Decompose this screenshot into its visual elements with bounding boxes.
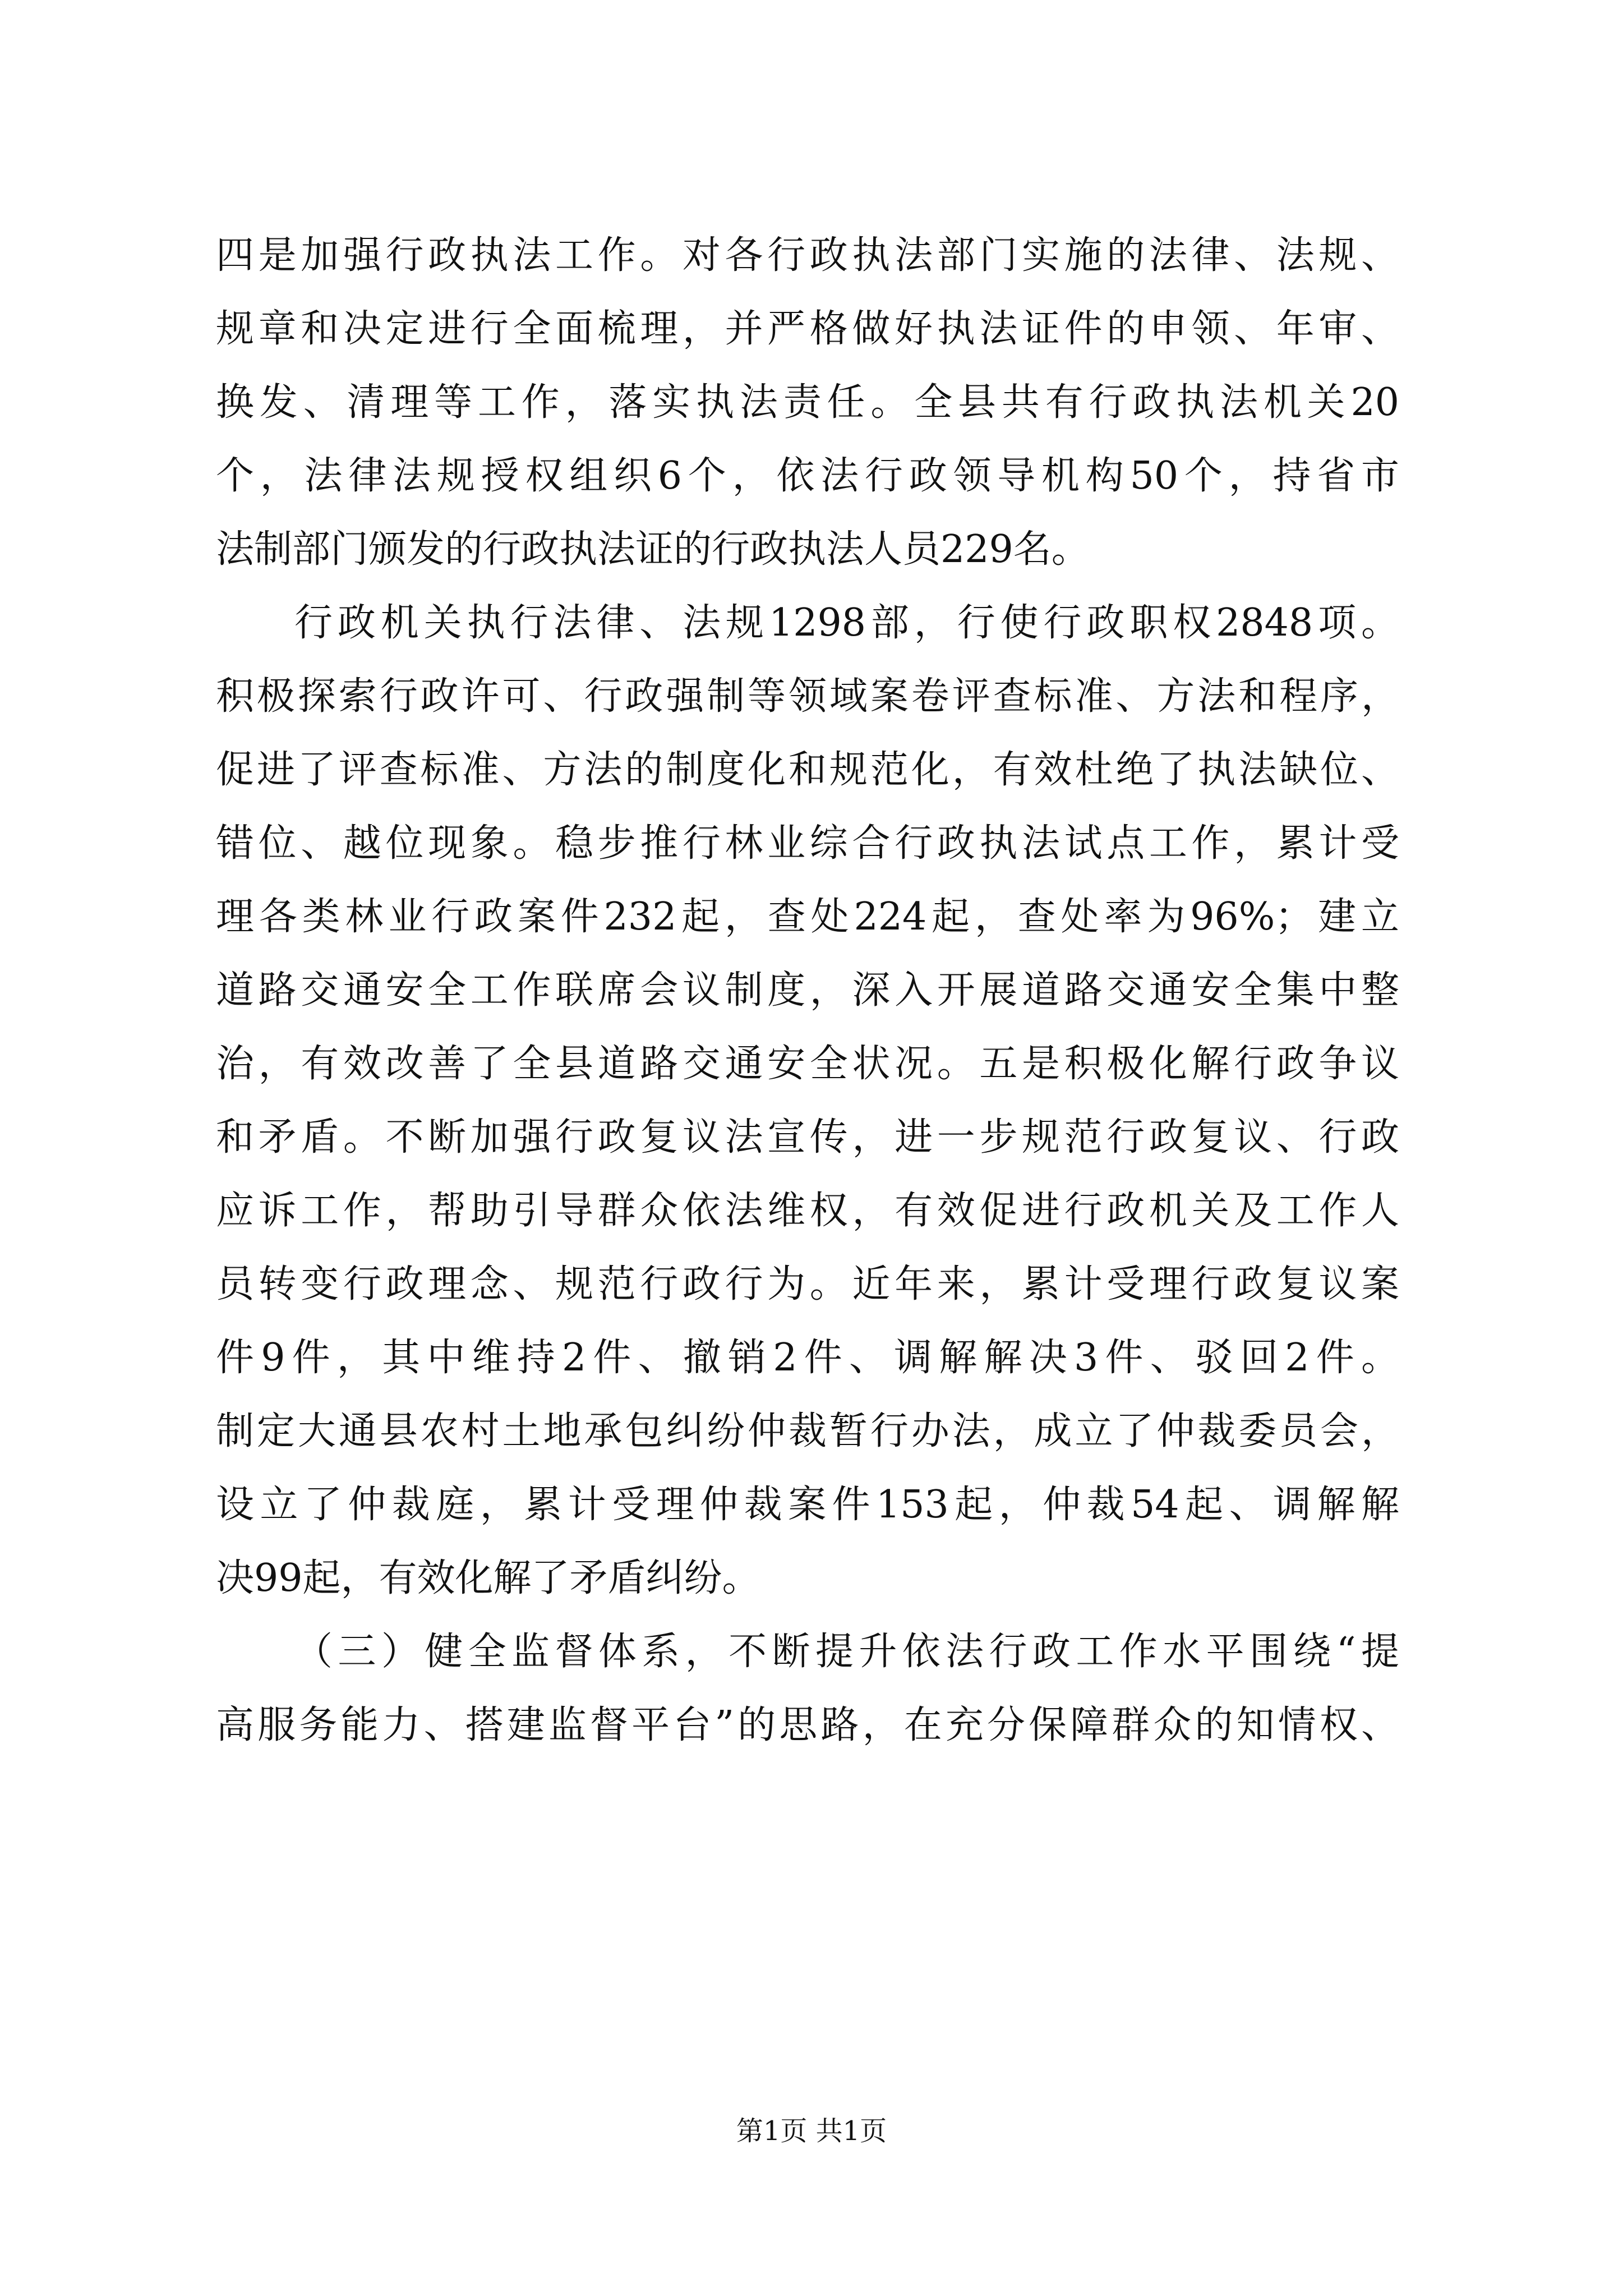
text-line: 件9件，其中维持2件、撤销2件、调解解决3件、驳回2件。 bbox=[216, 1336, 1399, 1380]
text-line: 积极探索行政许可、行政强制等领域案卷评查标准、方法和程序， bbox=[216, 674, 1399, 719]
document-body bbox=[216, 219, 1399, 1762]
text-line: （三）健全监督体系，不断提升依法行政工作水平围绕“提 bbox=[294, 1630, 1399, 1674]
text-line: 规章和决定进行全面梳理，并严格做好执法证件的申领、年审、 bbox=[216, 307, 1399, 351]
text-line: 道路交通安全工作联席会议制度，深入开展道路交通安全集中整 bbox=[216, 968, 1399, 1013]
text-line: 设立了仲裁庭，累计受理仲裁案件153起，仲裁54起、调解解 bbox=[216, 1483, 1399, 1527]
text-line: 高服务能力、搭建监督平台”的思路，在充分保障群众的知情权、 bbox=[216, 1703, 1399, 1747]
text-line: 促进了评查标准、方法的制度化和规范化，有效杜绝了执法缺位、 bbox=[216, 748, 1399, 792]
text-line: 制定大通县农村土地承包纠纷仲裁暂行办法，成立了仲裁委员会， bbox=[216, 1409, 1399, 1453]
text-line: 治，有效改善了全县道路交通安全状况。五是积极化解行政争议 bbox=[216, 1042, 1399, 1086]
text-line: 四是加强行政执法工作。对各行政执法部门实施的法律、法规、 bbox=[216, 233, 1399, 278]
text-line: 行政机关执行法律、法规1298部，行使行政职权2848项。 bbox=[294, 601, 1399, 645]
text-line: 法制部门颁发的行政执法证的行政执法人员229名。 bbox=[216, 527, 1090, 572]
text-line: 决99起，有效化解了矛盾纠纷。 bbox=[216, 1556, 760, 1600]
text-line: 个，法律法规授权组织6个，依法行政领导机构50个，持省市 bbox=[216, 454, 1399, 498]
text-line: 换发、清理等工作，落实执法责任。全县共有行政执法机关20 bbox=[216, 380, 1399, 425]
page-footer: 第1页 共1页 bbox=[736, 2115, 887, 2147]
text-line: 错位、越位现象。稳步推行林业综合行政执法试点工作，累计受 bbox=[216, 821, 1399, 866]
text-line: 和矛盾。不断加强行政复议法宣传，进一步规范行政复议、行政 bbox=[216, 1115, 1399, 1159]
text-line: 应诉工作，帮助引导群众依法维权，有效促进行政机关及工作人 bbox=[216, 1189, 1399, 1233]
text-line: 理各类林业行政案件232起，查处224起，查处率为96%；建立 bbox=[216, 895, 1399, 939]
text-line: 员转变行政理念、规范行政行为。近年来，累计受理行政复议案 bbox=[216, 1262, 1399, 1306]
